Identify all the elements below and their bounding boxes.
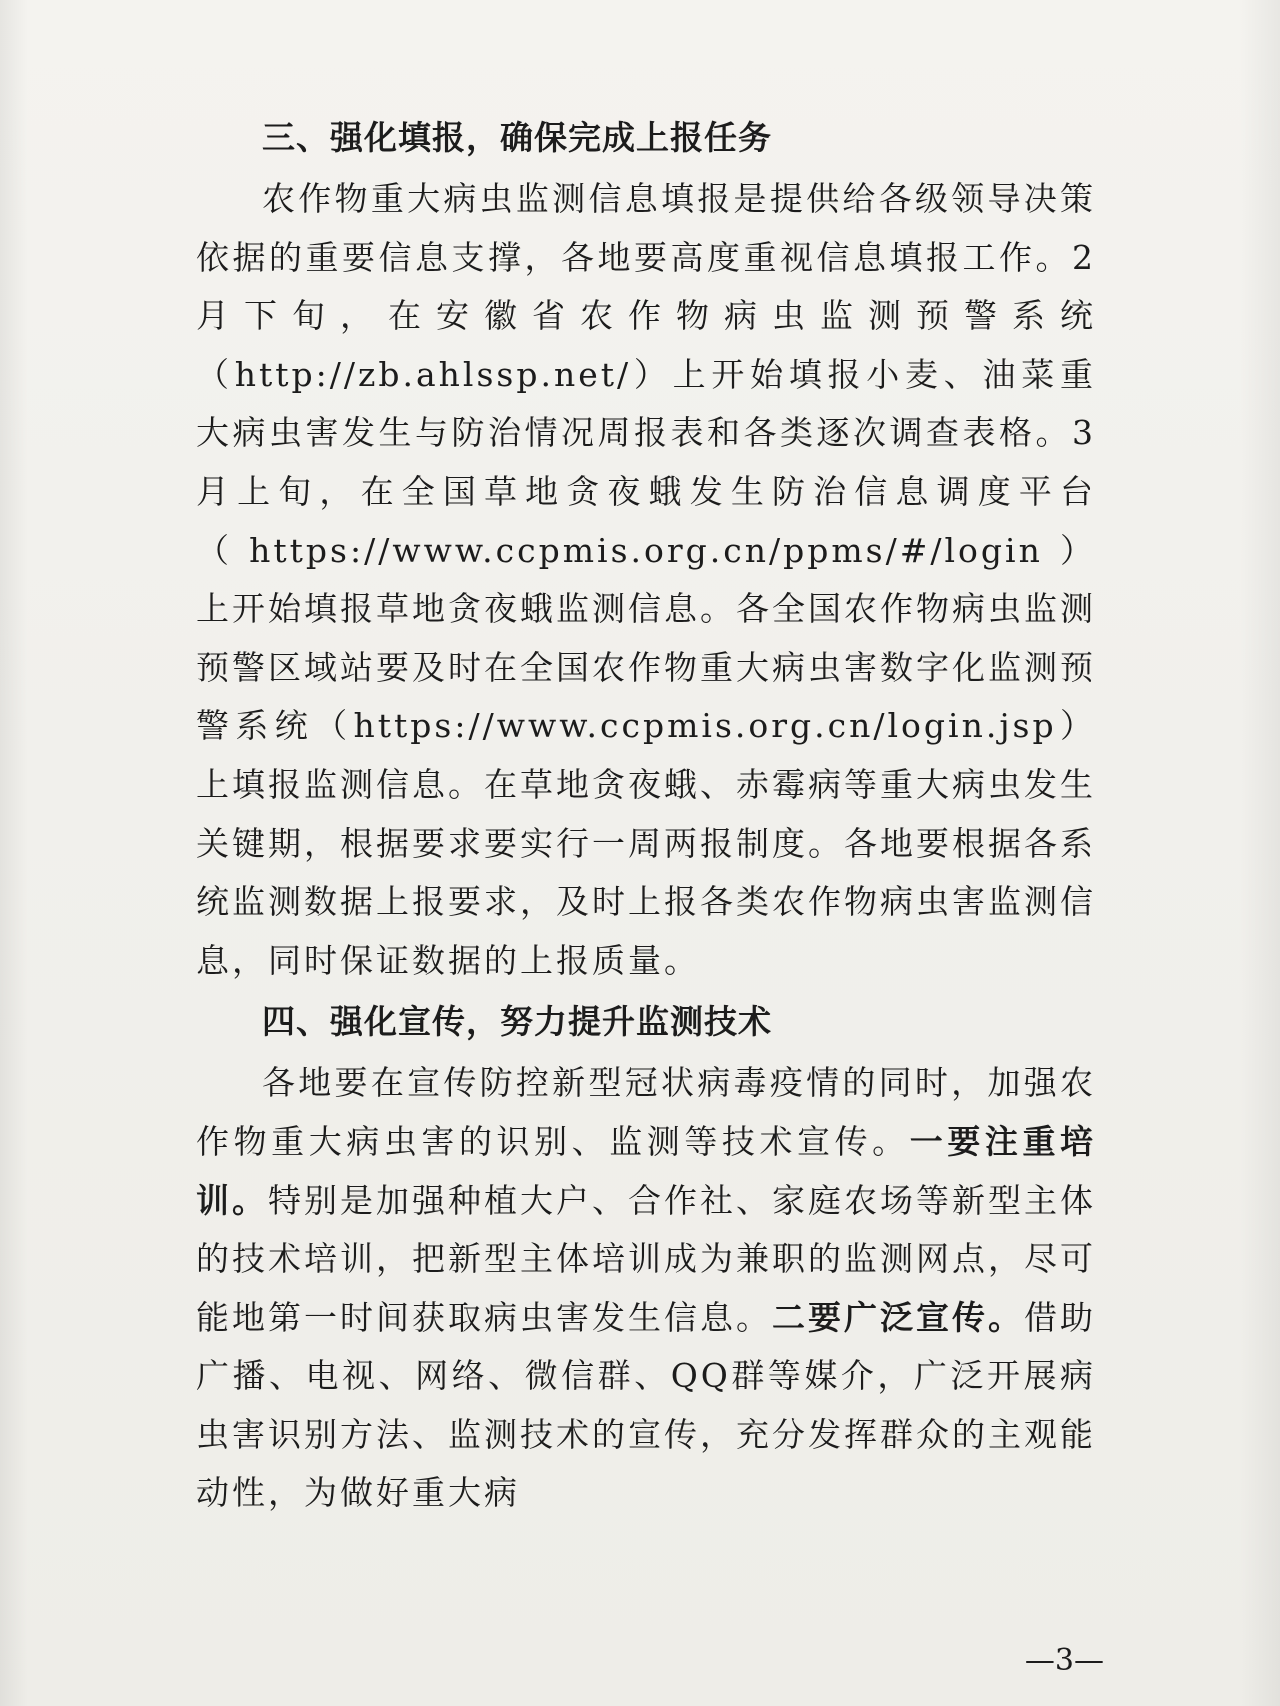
section-3-heading: 三、强化填报，确保完成上报任务 — [262, 118, 772, 157]
section-4-intro: 各地要在宣传防控新型冠状病毒疫情的同时，加强农作物重大病虫害的识别、监测等技术宣传。 — [196, 1063, 1096, 1161]
document-body — [196, 106, 1096, 1523]
page-number: —3— — [1024, 1643, 1104, 1678]
point-1-title: 一要注重培训。 — [196, 1121, 1097, 1220]
point-2-title: 二要广泛宣传。 — [772, 1297, 1024, 1337]
section-3-paragraph: 农作物重大病虫监测信息填报是提供给各级领导决策依据的重要信息支撑，各地要高度重视信息填报工作。2月下旬，在安徽省农作物病虫监测预警系统（http://zb.ahlssp.net/）上开始填报小麦、油菜重大病虫害发生与防治情况周报表和各类逐次调查表格。3月上旬，在全国草地贪夜蛾发生防治信息调度平台（https://www.ccpmis.org.cn/ppms/#/login）上开始填报草地贪夜蛾监测信息。各全国农作物病虫监测预警区域站要及时在全国农作物重大病虫害数字化监测预警系统（https://www.ccpmis.org.cn/login.jsp）上填报监测信息。在草地贪夜蛾、赤霉病等重大病虫发生关键期，根据要求要实行一周两报制度。各地要根据各系统监测数据上报要求，及时上报各类农作物病虫害监测信息，同时保证数据的上报质量。 — [196, 179, 1096, 980]
section-4-paragraph — [196, 1054, 1096, 1523]
section-4-heading: 四、强化宣传，努力提升监测技术 — [262, 1002, 772, 1042]
point-1-text: 特别是加强种植大户、合作社、家庭农场等新型主体的技术培训，把新型主体培训成为兼职的监测网点，尽可能地第一时间获取病虫害发生信息。 — [196, 1180, 1096, 1337]
point-2-text: 借助广播、电视、网络、微信群、QQ群等媒介，广泛开展病虫害识别方法、监测技术的宣传，充分发挥群众的主观能动性，为做好重大病 — [196, 1297, 1096, 1513]
